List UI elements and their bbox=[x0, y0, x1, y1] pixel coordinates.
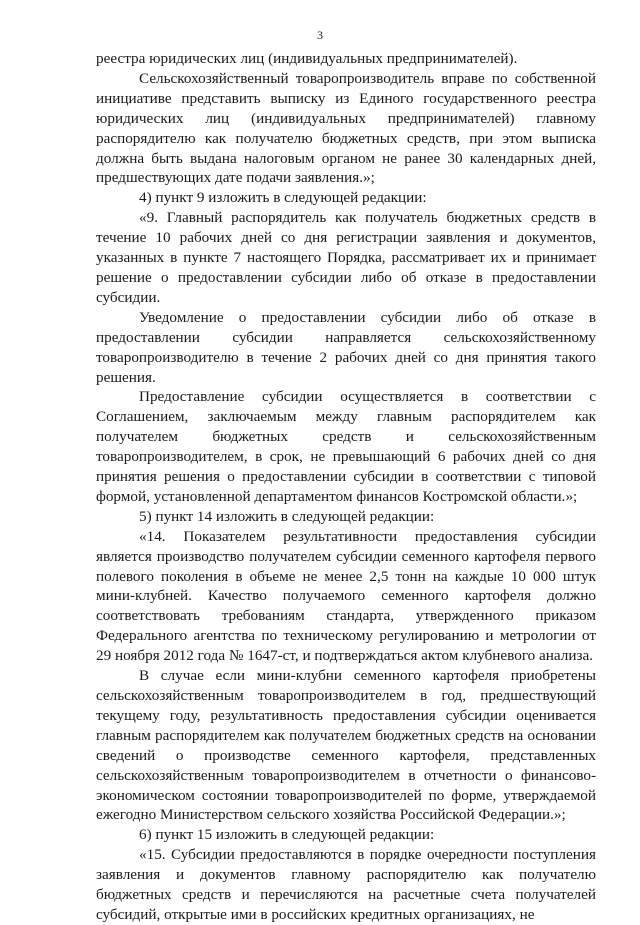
paragraph: Уведомление о предоставлении субсидии либо об отказе в предоставлении субсидии направляется сельскохозяйственному товаропроизводителю в течение 2 рабочих дней со дня принятия такого решения. bbox=[96, 308, 596, 386]
paragraph: «15. Субсидии предоставляются в порядке очередности поступления заявления и документов главному распорядителю как получателю бюджетных средств и перечисляются на расчетные счета получателей субсидий, открытые ими в российских кредитных организациях, не bbox=[96, 846, 596, 923]
page-number: 3 bbox=[317, 28, 323, 42]
paragraph: Предоставление субсидии осуществляется в соответствии с Соглашением, заключаемым между главным распорядителем как получателем бюджетных средств и сельскохозяйственным товаропроизводителем, в срок, не превышающий 6 рабочих дней со дня принятия решения о предоставлении субсидии в соответствии с типовой формой, установленной департаментом финансов Костромской области.»; bbox=[96, 388, 596, 505]
paragraph: 4) пункт 9 изложить в следующей редакции: bbox=[139, 189, 427, 207]
paragraph: реестра юридических лиц (индивидуальных предпринимателей). bbox=[96, 50, 518, 67]
paragraph: В случае если мини-клубни семенного картофеля приобретены сельскохозяйственным товаропроизводителем в год, предшествующий текущему году, результативность предоставления субсидии оценивается главным распорядителем как получателем бюджетных средств на основании сведений о производстве семенного картофеля, представленных сельскохозяйственным товаропроизводителем в отчетности о финансово-экономическом состоянии товаропроизводителей по форме, утверждаемой ежегодно Министерством сельского хозяйства Российской Федерации.»; bbox=[96, 667, 596, 824]
paragraph: Сельскохозяйственный товаропроизводитель вправе по собственной инициативе представить выписку из Единого государственного реестра юридических лиц (индивидуальных предпринимателей) главному распорядителю как получателю бюджетных средств, при этом выписка должна быть выдана налоговым органом не ранее 30 календарных дней, предшествующих дате подачи заявления.»; bbox=[96, 69, 596, 187]
document-body bbox=[96, 49, 596, 925]
paragraph: 6) пункт 15 изложить в следующей редакции: bbox=[139, 826, 435, 844]
paragraph: «9. Главный распорядитель как получатель бюджетных средств в течение 10 рабочих дней со дня регистрации заявления и документов, указанных в пункте 7 настоящего Порядка, рассматривает их и принимает решение о предоставлении субсидии либо об отказе в предоставлении субсидии. bbox=[96, 209, 596, 306]
paragraph: «14. Показателем результативности предоставления субсидии является производство получателем субсидии семенного картофеля первого полевого поколения в объеме не менее 2,5 тонн на каждые 10 000 штук мини-клубней. Качество получаемого семенного картофеля должно соответствовать требованиям стандарта, утвержденного приказом Федерального агентства по техническому регулированию и метрологии от 29 ноября 2012 года № 1647-ст, и подтверждаться актом клубневого анализа. bbox=[96, 527, 596, 665]
paragraph: 5) пункт 14 изложить в следующей редакции: bbox=[139, 507, 435, 525]
